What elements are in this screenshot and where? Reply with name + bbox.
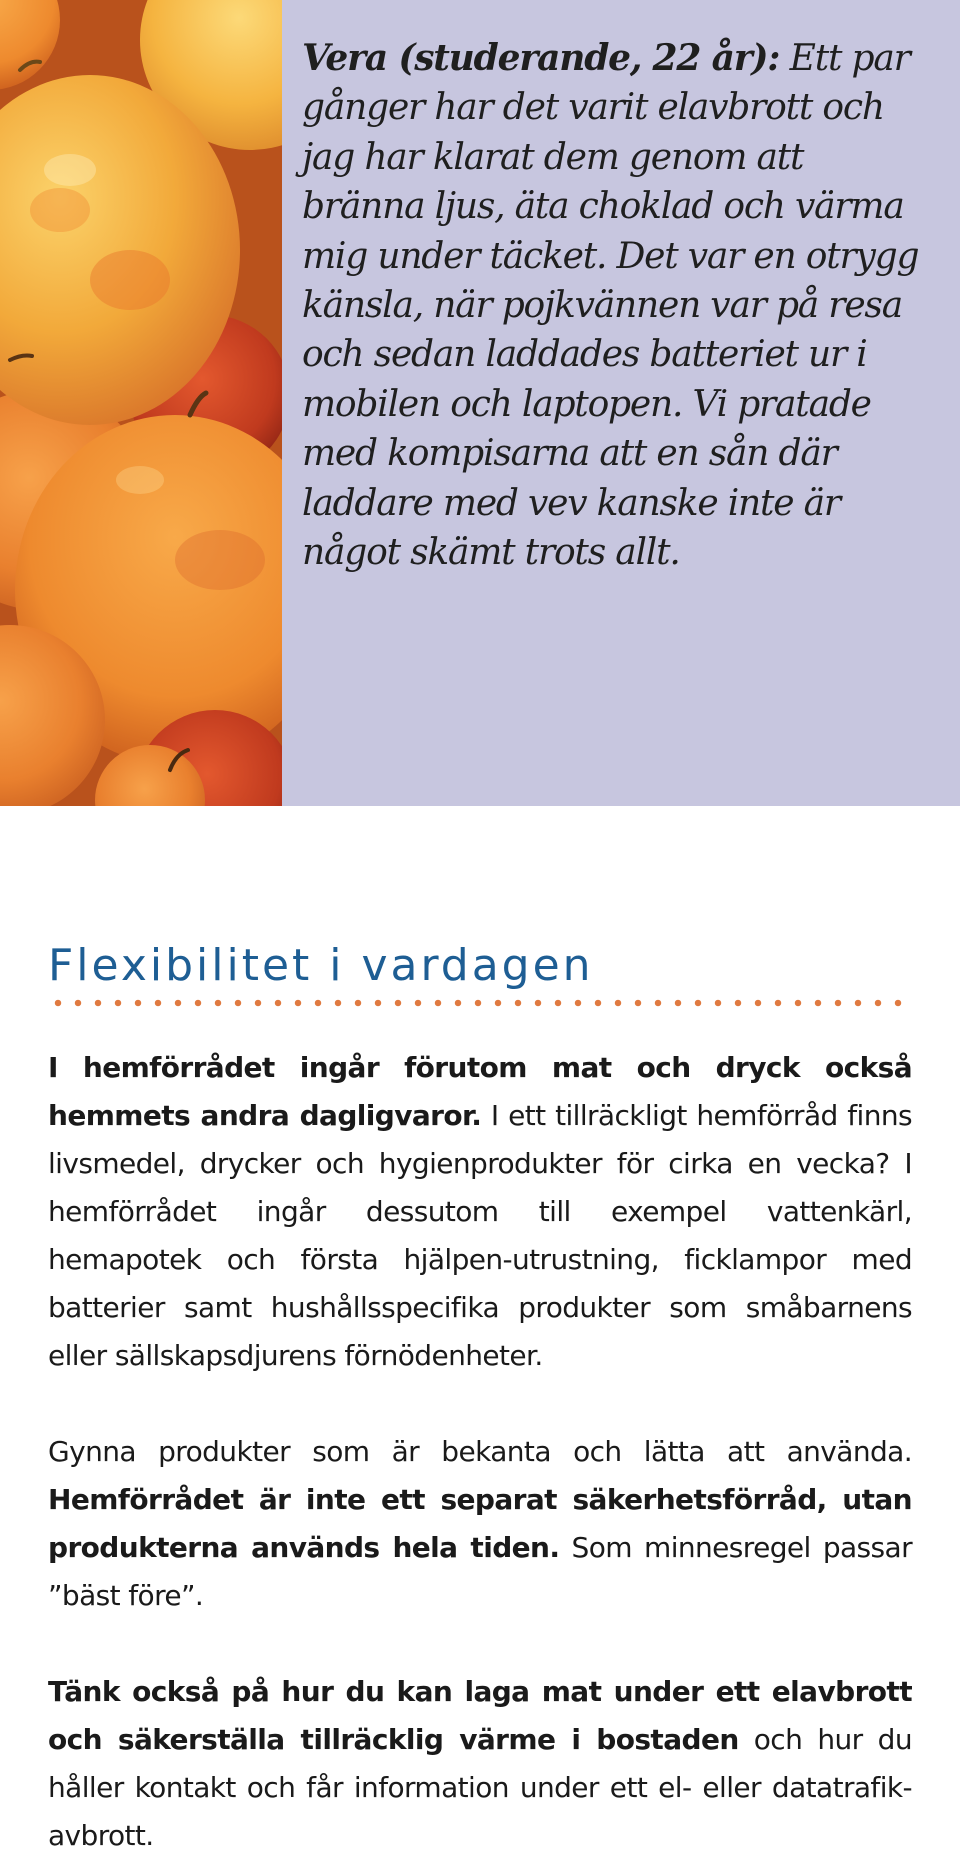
- dotted-divider: [48, 999, 912, 1007]
- paragraph-1: [48, 1044, 912, 1380]
- quote-text: [302, 34, 922, 577]
- apples-photo: [0, 0, 282, 806]
- paragraph-2-lead: Gynna produkter som är bekanta och lätta att använda.: [48, 1435, 912, 1468]
- paragraph-2-text: Som minnesregel passar ”bäst före”.: [48, 1531, 912, 1612]
- paragraph-2: [48, 1428, 912, 1620]
- quote-speaker: Vera (studerande, 22 år):: [302, 37, 780, 79]
- paragraph-3: [48, 1668, 912, 1860]
- paragraph-3-text: och hur du håller kontakt och får information under ett el- eller datatrafik-avbrott.: [48, 1723, 912, 1852]
- section-title: Flexibilitet i vardagen: [48, 940, 594, 991]
- paragraph-3-bold: Tänk också på hur du kan laga mat under ett elavbrott och säkerställa tillräcklig värme i bostaden: [48, 1675, 912, 1756]
- quote-panel: [282, 0, 960, 806]
- top-section: [0, 0, 960, 806]
- paragraph-1-bold: I hemförrådet ingår förutom mat och dryck också hemmets andra dagligvaror.: [48, 1051, 912, 1132]
- quote-body: Ett par gånger har det varit elavbrott och jag har klarat dem genom att bränna ljus, äta choklad och värma mig under täcket. Det var en otrygg känsla, när pojkvännen var på resa och sedan laddades batteriet ur i mobilen och laptopen. Vi pratade med kompisarna att en sån där laddare med vev kanske inte är något skämt trots allt.: [302, 38, 919, 574]
- paragraph-2-bold: Hemförrådet är inte ett separat säkerhetsförråd, utan produkterna används hela tiden.: [48, 1483, 912, 1564]
- paragraph-1-text: I ett tillräckligt hemförråd finns livsmedel, drycker och hygienprodukter för cirka en vecka? I hemförrådet ingår dessutom till exempel vattenkärl, hemapotek och första hjälpen-utrustning, ficklampor med batterier samt hushållsspecifika produkter som småbarnens eller sällskapsdjurens förnödenheter.: [48, 1099, 912, 1372]
